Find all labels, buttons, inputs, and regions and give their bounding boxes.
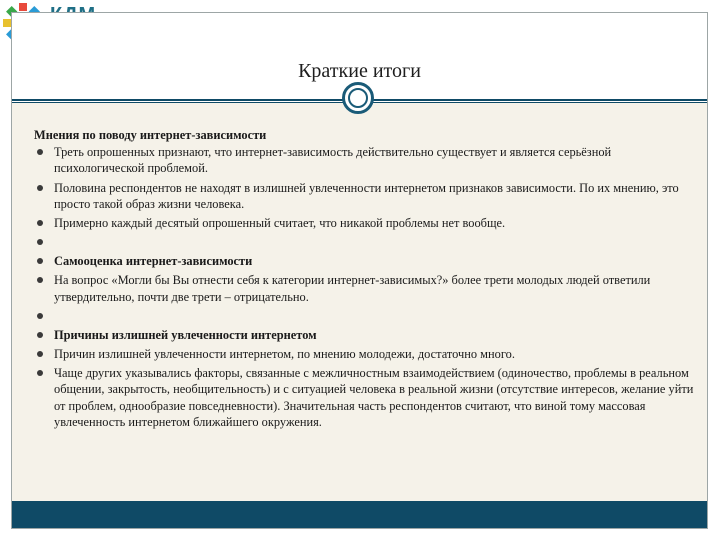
circle-ornament-icon	[342, 82, 374, 114]
section-heading: Мнения по поводу интернет-зависимости	[34, 128, 267, 142]
bullet-subheading: Причины излишней увлеченности интернетом	[34, 327, 694, 343]
bullet-item-empty	[34, 234, 694, 250]
bullet-item-empty	[34, 308, 694, 324]
bullet-item: Половина респондентов не находят в излишней увлеченности интернетом признаков зависимости. По их мнению, это просто такой образ жизни человека.	[34, 180, 694, 212]
slide-content	[34, 127, 694, 433]
bullet-item: Примерно каждый десятый опрошенный считает, что никакой проблемы нет вообще.	[34, 215, 694, 231]
bullet-list	[34, 144, 694, 430]
bullet-item: На вопрос «Могли бы Вы отнести себя к категории интернет-зависимых?» более трети молодых людей ответили утвердительно, почти две трети – отрицательно.	[34, 272, 694, 304]
footer-bar	[12, 501, 707, 528]
bullet-subheading: Самооценка интернет-зависимости	[34, 253, 694, 269]
bullet-item: Причин излишней увлеченности интернетом, по мнению молодежи, достаточно много.	[34, 346, 694, 362]
bullet-item: Треть опрошенных признают, что интернет-зависимость действительно существует и является серьёзной психологической проблемой.	[34, 144, 694, 176]
slide-title: Краткие итоги	[298, 60, 421, 82]
bullet-item: Чаще других указывались факторы, связанные с межличностным взаимодействием (одиночество, проблемы в реальном общении, закрытость, необщительность) и с ситуацией человека в реальной жизни (отсутствие интересов, желание уйти от проблем, однообразие повседневности). Значительная часть респондентов считают, что виной тому массовая увлеченность интернетом ближайшего окружения.	[34, 365, 694, 430]
